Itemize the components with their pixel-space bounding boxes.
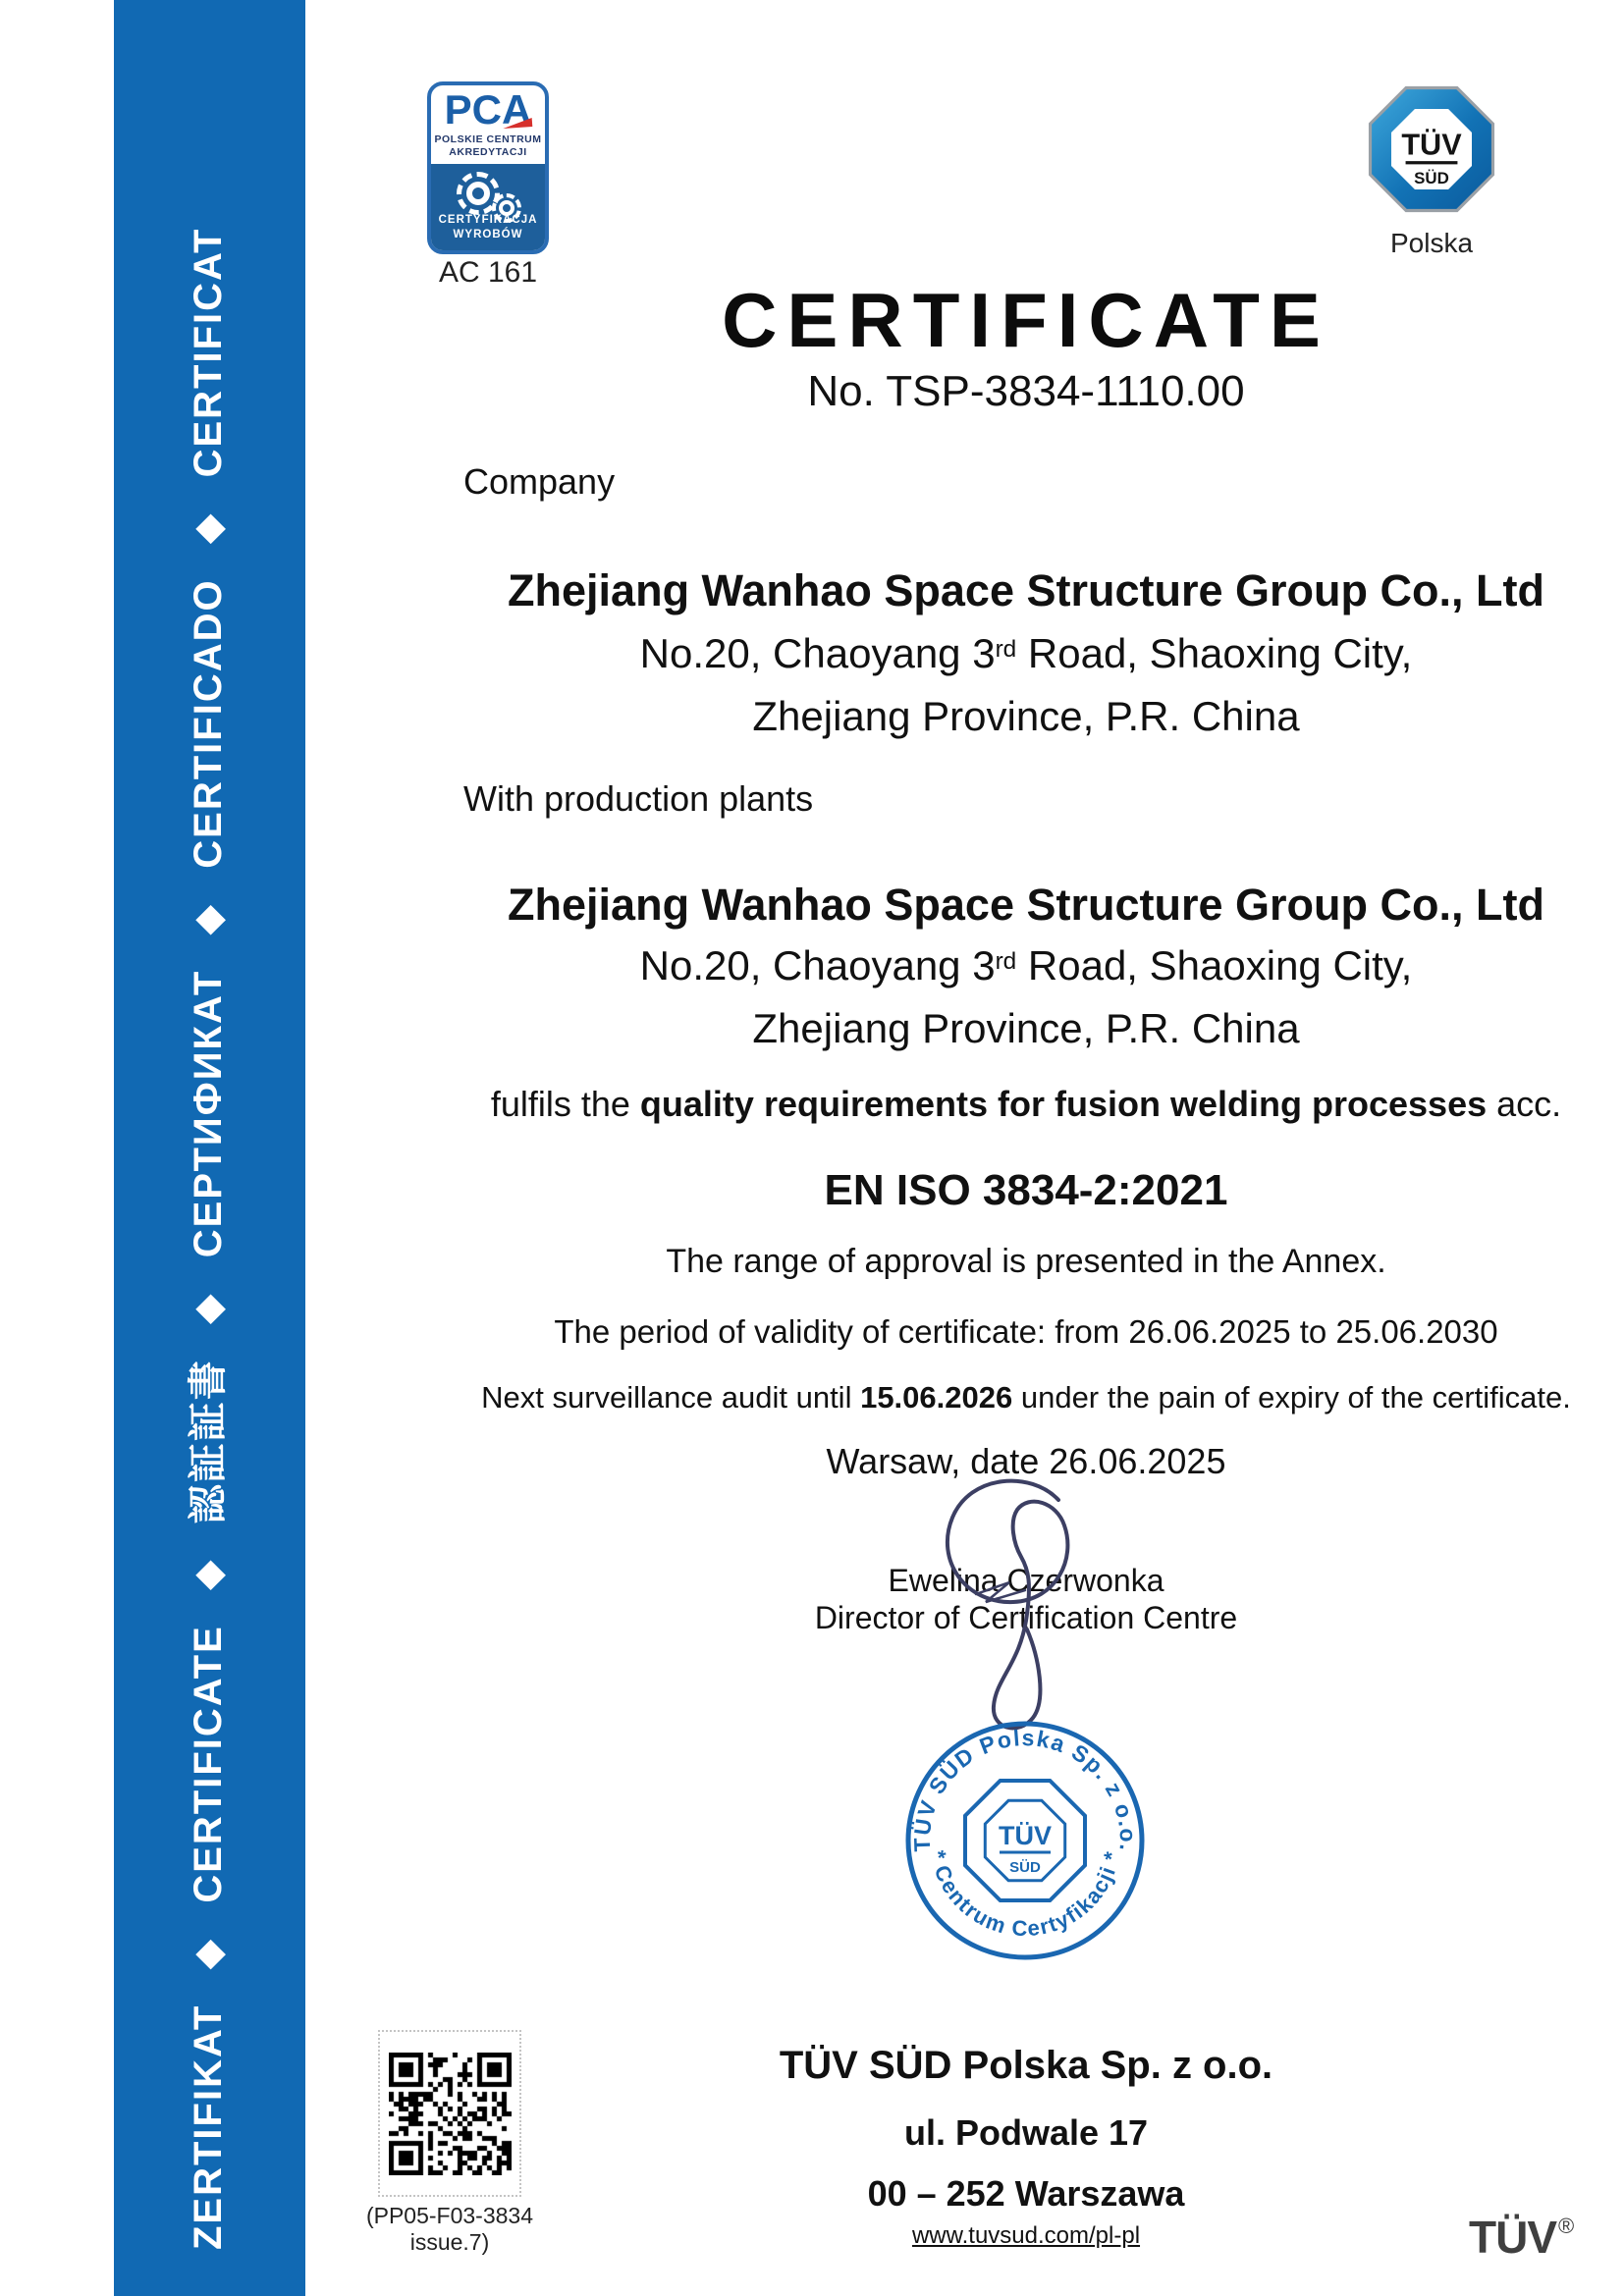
standard-designation: EN ISO 3834-2:2021 xyxy=(824,1166,1228,1214)
pca-brand-text: PCA xyxy=(444,86,532,133)
company-name: Zhejiang Wanhao Space Structure Group Co., Ltd xyxy=(508,565,1544,615)
signer-title: Director of Certification Centre xyxy=(814,1600,1238,1635)
validity-statement: The period of validity of certificate: from 26.06.2025 to 25.06.2030 xyxy=(554,1313,1498,1350)
ordinal-superscript: rd xyxy=(995,636,1017,664)
stamp-center-top-text: TÜV xyxy=(999,1821,1052,1850)
tuv-logo-bottom-text: SÜD xyxy=(1414,168,1449,187)
sidebar-multilingual-text: ZERTIFIKAT ◆ CERTIFICATE ◆ 認証証書 ◆ СЕРТИФИКАТ ◆ CERTIFICADO ◆ CERTIFICAT xyxy=(187,227,230,2250)
accreditation-number: AC 161 xyxy=(438,256,538,289)
tuv-country-label: Polska xyxy=(1389,228,1474,258)
surveillance-date: 15.06.2026 xyxy=(860,1380,1013,1415)
footer-city: 00 – 252 Warszawa xyxy=(867,2173,1185,2214)
footer-website-link[interactable]: www.tuvsud.com/pl-pl xyxy=(911,2222,1141,2249)
plant-address-line1: No.20, Chaoyang 3rd Road, Shaoxing City, xyxy=(639,942,1413,988)
production-plants-label: With production plants xyxy=(463,778,814,819)
footer-website-line xyxy=(428,2222,1624,2250)
qr-code-frame xyxy=(378,2030,521,2197)
fulfils-statement: fulfils the quality requirements for fusion welding processes acc. xyxy=(490,1084,1562,1124)
qr-caption: (PP05-F03-3834 issue.7) xyxy=(365,2203,534,2255)
footer-company: TÜV SÜD Polska Sp. z o.o. xyxy=(779,2044,1273,2087)
range-statement: The range of approval is presented in the Annex. xyxy=(666,1243,1386,1280)
stamp-top-arc-text: TÜV SÜD Polska Sp. z o.o. xyxy=(908,1724,1142,1853)
company-address-line1: No.20, Chaoyang 3rd Road, Shaoxing City, xyxy=(639,630,1413,676)
qr-code xyxy=(389,2053,512,2175)
footer-street: ul. Podwale 17 xyxy=(903,2112,1149,2153)
plant-name: Zhejiang Wanhao Space Structure Group Co., Ltd xyxy=(508,880,1544,930)
sidebar xyxy=(114,0,305,2296)
ordinal-superscript: rd xyxy=(995,948,1017,976)
tuv-registered-mark: TÜV® xyxy=(1469,2212,1574,2263)
certificate-number: No. TSP-3834-1110.00 xyxy=(807,367,1245,415)
plant-address-line2: Zhejiang Province, P.R. China xyxy=(752,1005,1300,1051)
company-label: Company xyxy=(463,461,616,502)
pca-bottom-line2: WYROBÓW xyxy=(453,229,523,241)
fulfils-bold-text: quality requirements for fusion welding processes xyxy=(639,1084,1488,1124)
tuv-logo-top-text: TÜV xyxy=(1401,128,1462,162)
pca-subtitle-line1: POLSKIE CENTRUM xyxy=(434,133,542,145)
certificate-title: CERTIFICATE xyxy=(722,277,1330,363)
pca-bottom-line1: CERTYFIKACJA xyxy=(438,213,538,226)
signer-name: Ewelina Czerwonka xyxy=(888,1563,1164,1598)
registered-trademark-icon: ® xyxy=(1558,2214,1574,2238)
stamp-center-bottom-text: SÜD xyxy=(1009,1859,1041,1876)
pca-subtitle-line2: AKREDYTACJI xyxy=(449,146,527,159)
company-stamp xyxy=(898,1714,1152,1967)
surveillance-statement: Next surveillance audit until 15.06.2026 under the pain of expiry of the certificate. xyxy=(481,1380,1571,1415)
place-and-date: Warsaw, date 26.06.2025 xyxy=(826,1441,1226,1481)
company-address-line2: Zhejiang Province, P.R. China xyxy=(752,693,1300,739)
stamp-bottom-arc-text: * Centrum Certyfikacji * xyxy=(925,1848,1125,1942)
